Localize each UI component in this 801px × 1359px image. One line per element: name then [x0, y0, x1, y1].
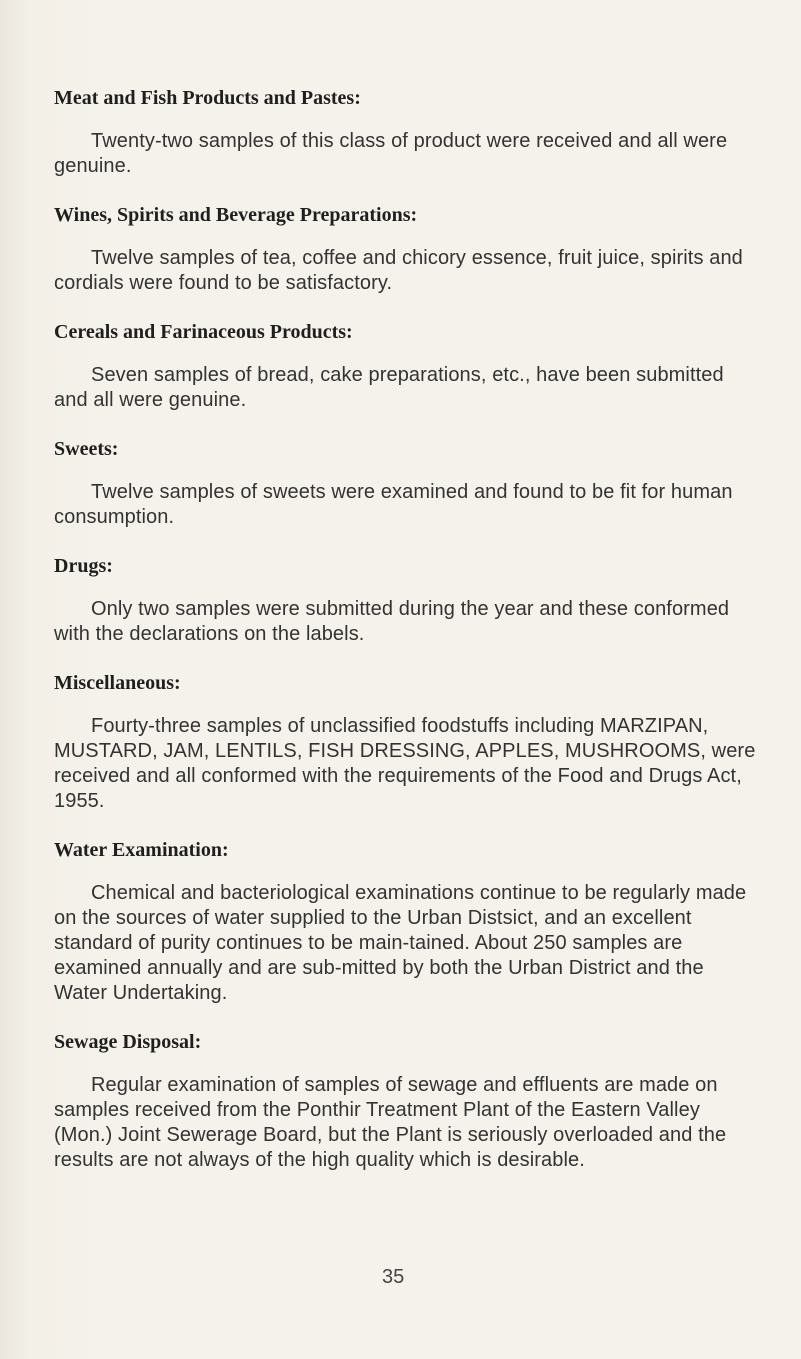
section-heading: Drugs:	[54, 555, 113, 577]
section-heading: Miscellaneous:	[54, 672, 181, 694]
section-heading: Sewage Disposal:	[54, 1031, 202, 1053]
section-paragraph: Regular examination of samples of sewage and effluents are made on samples received from the Ponthir Treatment Plant of the Eastern Valley (Mon.) Joint Sewerage Board, but the Plant is seriously overloaded and the results are not always of the high quality which is desirable.	[54, 1074, 727, 1171]
page-number: 35	[382, 1266, 405, 1288]
section-water-examination	[54, 838, 757, 1006]
section-meat-fish	[54, 86, 757, 179]
section-paragraph: Fourty-three samples of unclassified foodstuffs including MARZIPAN, MUSTARD, JAM, LENTILS, FISH DRESSING, APPLES, MUSHROOMS, were received and all conformed with the requirements of the Food and Drugs Act, 1955.	[54, 715, 756, 812]
section-heading: Meat and Fish Products and Pastes:	[54, 87, 361, 109]
section-heading: Water Examination:	[54, 839, 229, 861]
section-heading: Cereals and Farinaceous Products:	[54, 321, 353, 343]
section-paragraph: Twelve samples of tea, coffee and chicory essence, fruit juice, spirits and cordials were found to be satisfactory.	[54, 247, 743, 294]
section-paragraph: Seven samples of bread, cake preparations, etc., have been submitted and all were genuine.	[54, 364, 724, 411]
section-cereals	[54, 320, 757, 413]
section-heading: Wines, Spirits and Beverage Preparations:	[54, 204, 418, 226]
section-miscellaneous	[54, 671, 757, 814]
section-paragraph: Only two samples were submitted during the year and these conformed with the declarations on the labels.	[54, 598, 730, 645]
section-sweets	[54, 437, 757, 530]
section-paragraph: Twenty-two samples of this class of product were received and all were genuine.	[54, 130, 728, 177]
section-heading: Sweets:	[54, 438, 119, 460]
section-drugs	[54, 554, 757, 647]
section-paragraph: Chemical and bacteriological examinations continue to be regularly made on the sources of water supplied to the Urban Distsict, and an excellent standard of purity continues to be main-tained. About 250 samples are examined annually and are sub-mitted by both the Urban District and the Water Undertaking.	[54, 882, 747, 1004]
section-paragraph: Twelve samples of sweets were examined and found to be fit for human consumption.	[54, 481, 733, 528]
section-sewage-disposal	[54, 1030, 757, 1173]
section-wines-spirits	[54, 203, 757, 296]
